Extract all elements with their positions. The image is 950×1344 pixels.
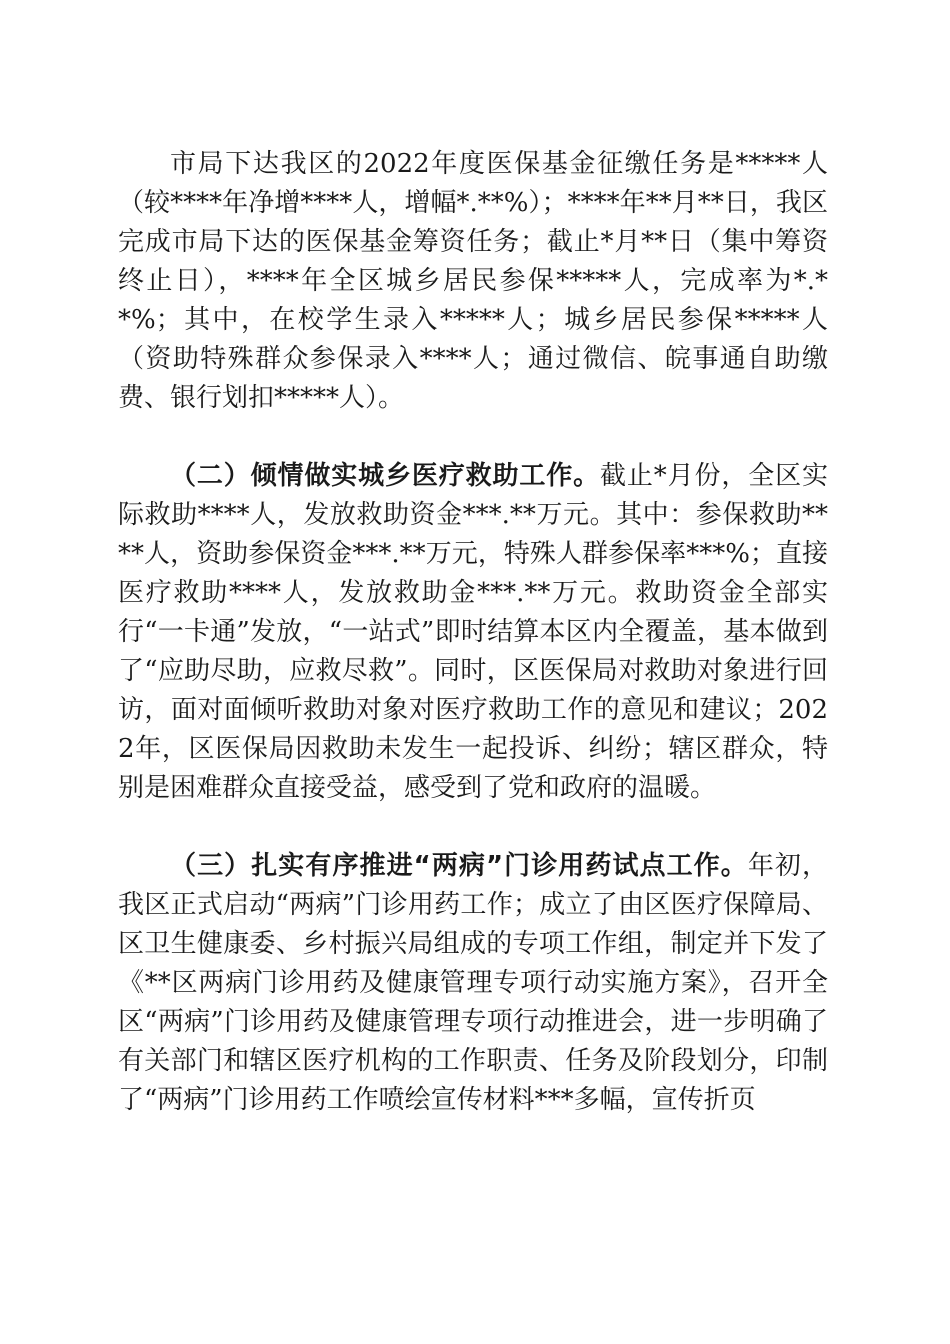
paragraph-text: 市局下达我区的2022年度医保基金征缴任务是*****人（较****年净增****人，增幅*.**%）；****年**月**日，我区完成市局下达的医保基金筹资任务；截止*月**日（集中筹资终止日），****年全区城乡居民参保*****人，完成率为*.**%；其中，在校学生录入*****人；城乡居民参保*****人（资助特殊群众参保录入****人；通过微信、皖事通自助缴费、银行划扣*****人）。 <box>118 149 828 413</box>
paragraph-two-diseases <box>118 847 828 1197</box>
paragraph-text: 截止*月份，全区实际救助****人，发放救助资金***.**万元。其中：参保救助****人，资助参保资金***.**万元，特殊人群参保率***%；直接医疗救助****人，发放救助金***.**万元。救助资金全部实行“一卡通”发放，“一站式”即时结算本区内全覆盖，基本做到了“应助尽助，应救尽救”。同时，区医保局对救助对象进行回访，面对面倾听救助对象对医疗救助工作的意见和建议；2022年，区医保局因救助未发生一起投诉、纠纷；辖区群众，特别是困难群众直接受益，感受到了党和政府的温暖。 <box>118 461 828 803</box>
paragraph-fund-collection <box>118 145 828 457</box>
paragraph-medical-assistance <box>118 457 828 847</box>
section-heading-2: （二）倾情做实城乡医疗救助工作。 <box>170 461 600 491</box>
section-heading-3: （三）扎实有序推进“两病”门诊用药试点工作。 <box>170 851 748 881</box>
paragraph-text: 年初，我区正式启动“两病”门诊用药工作；成立了由区医疗保障局、区卫生健康委、乡村振兴局组成的专项工作组，制定并下发了《**区两病门诊用药及健康管理专项行动实施方案》，召开全区“两病”门诊用药及健康管理专项行动推进会，进一步明确了有关部门和辖区医疗机构的工作职责、任务及阶段划分，印制了“两病”门诊用药工作喷绘宣传材料***多幅，宣传折页 <box>118 851 828 1115</box>
document-body <box>118 145 828 1197</box>
